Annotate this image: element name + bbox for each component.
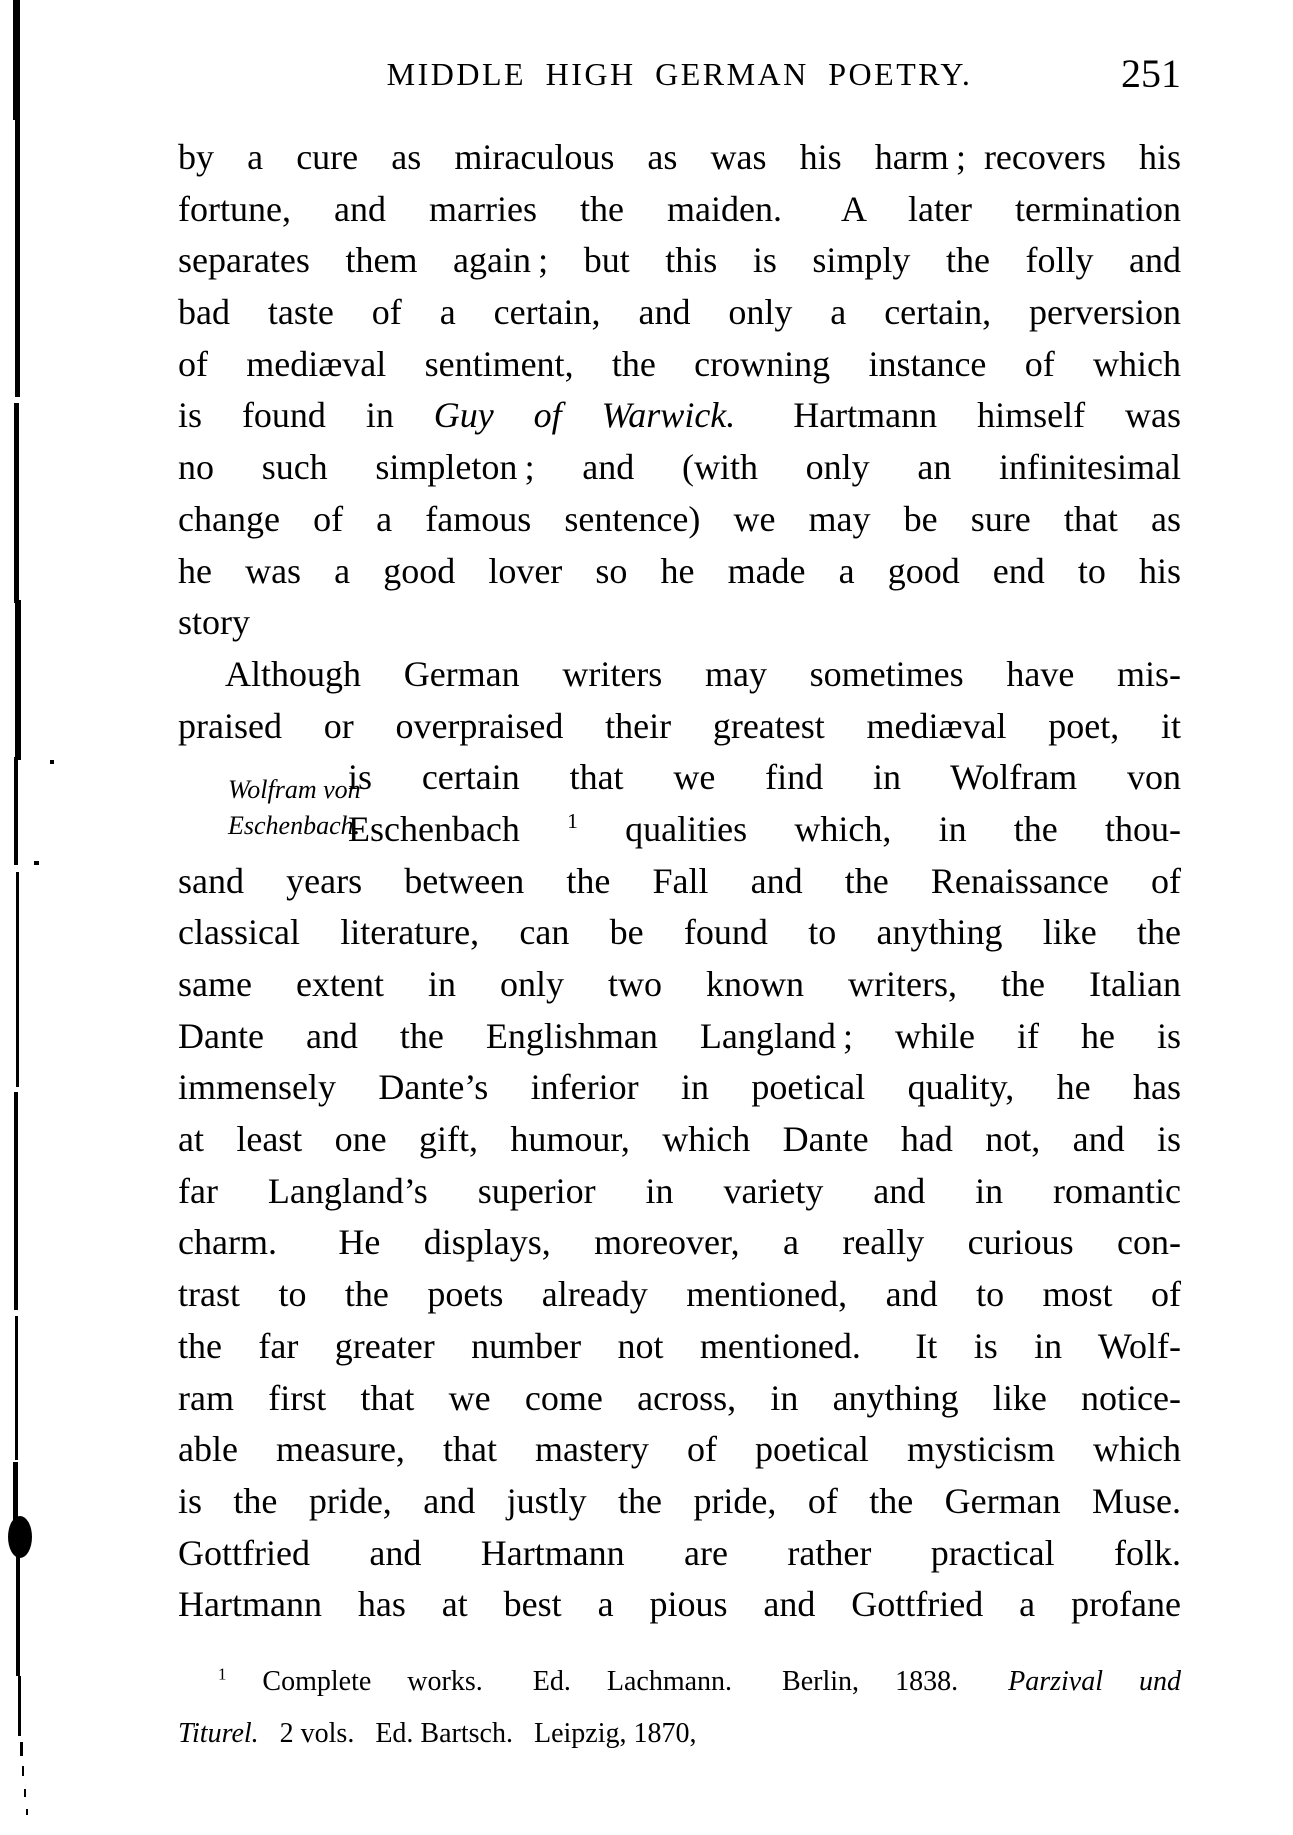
text-line: $^1$ Complete works. Ed. Lachmann. Berlin, 1838. Parzival und bbox=[218, 1664, 1181, 1697]
text-line: Although German writers may sometimes have mis- bbox=[225, 653, 1181, 694]
text-line: change of a famous sentence) we may be sure that as bbox=[178, 498, 1181, 539]
text-line: charm. He displays, moreover, a really curious con- bbox=[178, 1222, 1181, 1263]
text-line: far Langland’s superior in variety and in romantic bbox=[178, 1170, 1181, 1211]
scan-edge-artifact bbox=[0, 0, 80, 1835]
text-line: at least one gift, humour, which Dante had not, and is bbox=[178, 1119, 1181, 1160]
text-line: story bbox=[178, 602, 250, 643]
text-line: the far greater number not mentioned. It is in Wolf- bbox=[178, 1325, 1181, 1366]
text-line: trast to the poets already mentioned, and to most of bbox=[178, 1274, 1181, 1315]
text-line: Hartmann has at best a pious and Gottfried a profane bbox=[178, 1584, 1181, 1625]
running-title: MIDDLE HIGH GERMAN POETRY. bbox=[386, 56, 973, 92]
text-line: Eschenbach $^1$ qualities which, in the thou- bbox=[348, 808, 1181, 849]
text-line: by a cure as miraculous as was his harm ; recovers his bbox=[178, 137, 1181, 177]
margin-note-line-1: Wolfram von bbox=[228, 775, 361, 804]
text-line: classical literature, can be found to anything like the bbox=[178, 912, 1181, 953]
text-line: bad taste of a certain, and only a certain, perversion bbox=[178, 292, 1181, 333]
text-line: Gottfried and Hartmann are rather practical folk. bbox=[178, 1532, 1181, 1573]
margin-note-line-2: Eschenbach. bbox=[228, 811, 361, 840]
footnote bbox=[178, 1656, 1181, 1760]
text-line: Dante and the Englishman Langland ; while if he is bbox=[178, 1015, 1181, 1056]
text-line: is certain that we find in Wolfram von bbox=[348, 757, 1181, 798]
text-line: he was a good lover so he made a good end to his bbox=[178, 550, 1181, 591]
text-line: able measure, that mastery of poetical mysticism which bbox=[178, 1429, 1181, 1470]
text-line: Titurel. 2 vols. Ed. Bartsch. Leipzig, 1870, bbox=[178, 1718, 697, 1749]
text-line: is the pride, and justly the pride, of the German Muse. bbox=[178, 1480, 1181, 1521]
text-line: same extent in only two known writers, the Italian bbox=[178, 964, 1181, 1004]
text-line: immensely Dante’s inferior in poetical quality, he has bbox=[178, 1067, 1181, 1108]
page-number: 251 bbox=[1121, 51, 1181, 96]
text-line: no such simpleton ; and (with only an infinitesimal bbox=[178, 447, 1181, 488]
text-line: fortune, and marries the maiden. A later termination bbox=[178, 188, 1181, 229]
text-line: ram first that we come across, in anything like notice- bbox=[178, 1377, 1181, 1418]
text-line: separates them again ; but this is simply the folly and bbox=[178, 240, 1181, 281]
text-line: of mediæval sentiment, the crowning instance of which bbox=[178, 343, 1181, 384]
text-line: is found in Guy of Warwick. Hartmann himself was bbox=[178, 395, 1181, 436]
body-text bbox=[178, 132, 1181, 1631]
text-line: praised or overpraised their greatest mediæval poet, it bbox=[178, 705, 1181, 746]
text-line: sand years between the Fall and the Renaissance of bbox=[178, 860, 1181, 901]
